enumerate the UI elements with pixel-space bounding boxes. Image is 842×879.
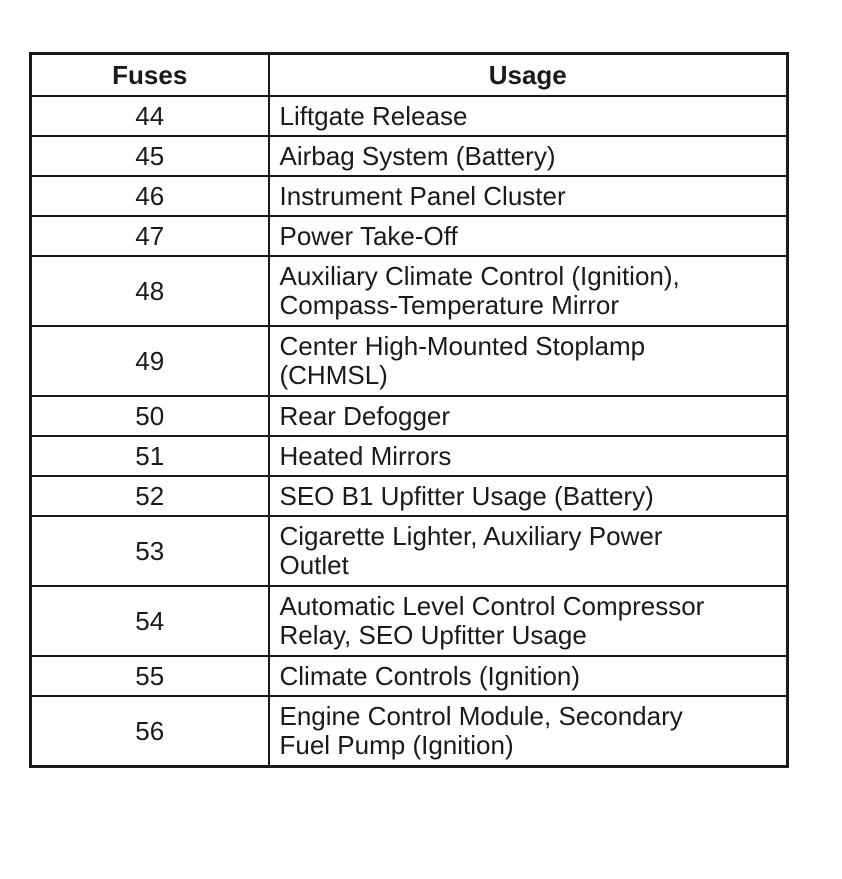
fuse-usage bbox=[269, 176, 788, 216]
fuse-number: 54 bbox=[31, 586, 269, 656]
usage-line: Cigarette Lighter, Auxiliary Power bbox=[279, 521, 663, 551]
fuse-usage bbox=[269, 476, 788, 516]
fuse-number: 55 bbox=[31, 656, 269, 696]
fuse-usage-table bbox=[29, 52, 789, 768]
header-fuses: Fuses bbox=[31, 54, 269, 97]
table-row bbox=[31, 516, 788, 586]
fuse-usage bbox=[269, 436, 788, 476]
fuse-usage bbox=[269, 136, 788, 176]
table-row bbox=[31, 396, 788, 436]
usage-line: Climate Controls (Ignition) bbox=[279, 660, 581, 691]
table-row bbox=[31, 656, 788, 696]
fuse-usage bbox=[269, 216, 788, 256]
usage-line: Relay, SEO Upfitter Usage bbox=[279, 620, 587, 650]
usage-line: SEO B1 Upfitter Usage (Battery) bbox=[279, 480, 654, 511]
usage-line: Center High-Mounted Stoplamp bbox=[279, 331, 646, 361]
fuse-number: 49 bbox=[31, 326, 269, 396]
table-row bbox=[31, 696, 788, 767]
usage-line: Auxiliary Climate Control (Ignition), bbox=[279, 261, 680, 291]
usage-line: Automatic Level Control Compressor bbox=[279, 591, 705, 621]
fuse-number: 53 bbox=[31, 516, 269, 586]
fuse-usage bbox=[269, 396, 788, 436]
fuse-number: 56 bbox=[31, 696, 269, 767]
usage-line: (CHMSL) bbox=[279, 360, 388, 390]
fuse-usage bbox=[269, 326, 788, 396]
usage-line: Fuel Pump (Ignition) bbox=[279, 730, 514, 760]
usage-line: Liftgate Release bbox=[279, 100, 468, 131]
header-usage: Usage bbox=[269, 54, 788, 97]
fuse-usage bbox=[269, 696, 788, 767]
usage-line: Outlet bbox=[279, 550, 349, 580]
table-row bbox=[31, 436, 788, 476]
fuse-usage bbox=[269, 656, 788, 696]
table-row bbox=[31, 586, 788, 656]
fuse-number: 44 bbox=[31, 96, 269, 136]
fuse-number: 51 bbox=[31, 436, 269, 476]
usage-line: Power Take-Off bbox=[279, 220, 458, 251]
usage-line: Rear Defogger bbox=[279, 400, 451, 431]
table-header bbox=[31, 54, 788, 97]
table-row bbox=[31, 216, 788, 256]
usage-line: Compass-Temperature Mirror bbox=[279, 290, 620, 320]
table-row bbox=[31, 256, 788, 326]
usage-line: Airbag System (Battery) bbox=[279, 140, 556, 171]
header-row bbox=[31, 54, 788, 97]
table-body bbox=[31, 96, 788, 767]
fuse-usage bbox=[269, 516, 788, 586]
table-row bbox=[31, 96, 788, 136]
fuse-number: 46 bbox=[31, 176, 269, 216]
usage-line: Instrument Panel Cluster bbox=[279, 180, 566, 211]
table-row bbox=[31, 326, 788, 396]
fuse-usage bbox=[269, 586, 788, 656]
table-row bbox=[31, 476, 788, 516]
fuse-usage bbox=[269, 96, 788, 136]
fuse-number: 45 bbox=[31, 136, 269, 176]
fuse-number: 48 bbox=[31, 256, 269, 326]
fuse-usage bbox=[269, 256, 788, 326]
fuse-number: 52 bbox=[31, 476, 269, 516]
table-row bbox=[31, 136, 788, 176]
fuse-number: 47 bbox=[31, 216, 269, 256]
usage-line: Engine Control Module, Secondary bbox=[279, 701, 683, 731]
usage-line: Heated Mirrors bbox=[279, 440, 452, 471]
fuse-number: 50 bbox=[31, 396, 269, 436]
table-row bbox=[31, 176, 788, 216]
